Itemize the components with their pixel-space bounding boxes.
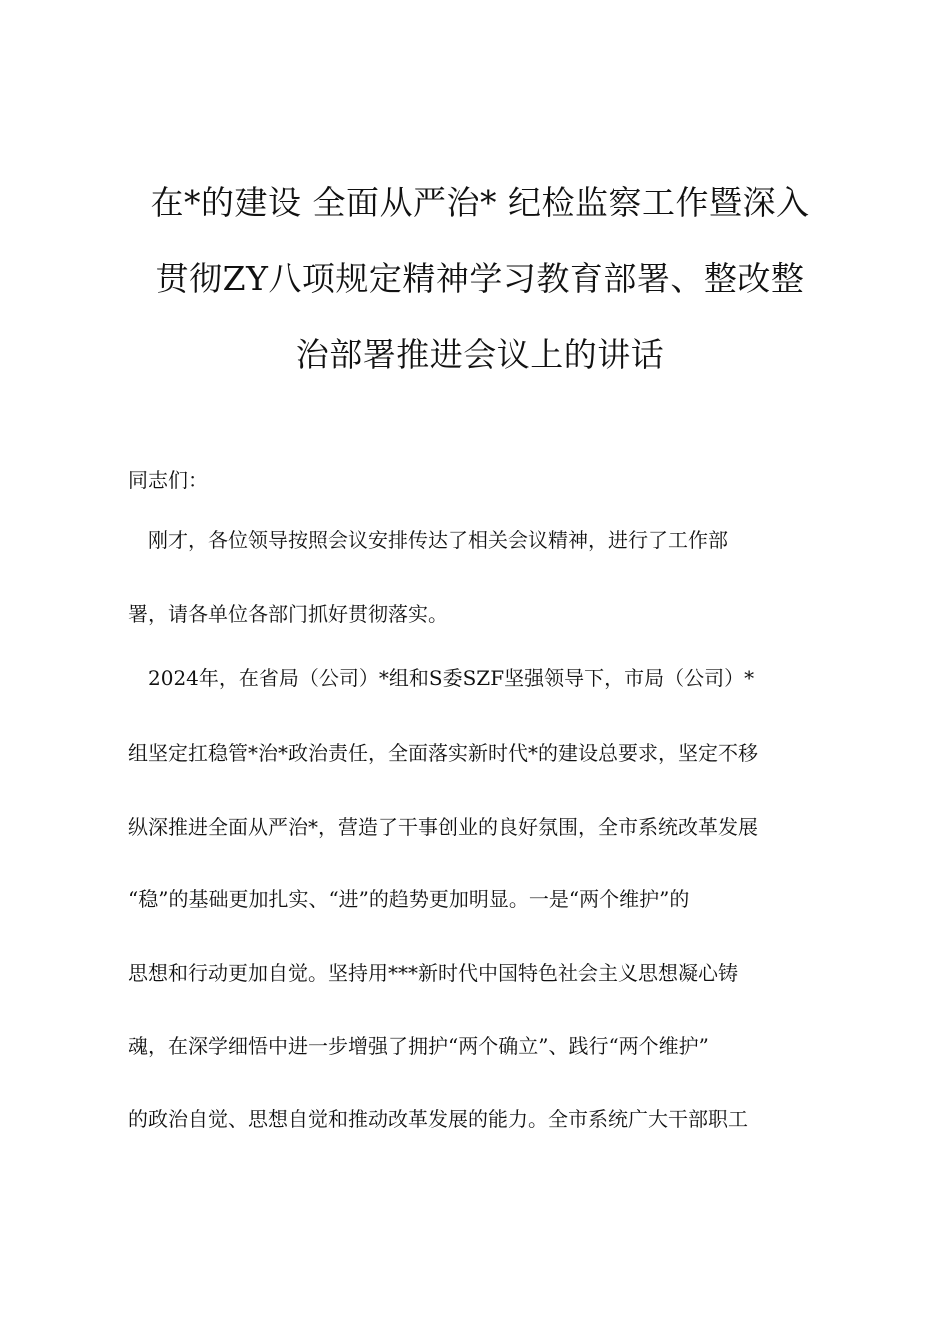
body-line-8: 魂，在深学细悟中进一步增强了拥护“两个确立”、践行“两个维护” — [128, 1034, 709, 1058]
body-line-5: 纵深推进全面从严治*，营造了干事创业的良好氛围，全市系统改革发展 — [128, 815, 758, 839]
body-line-7: 思想和行动更加自觉。坚持用***新时代中国特色社会主义思想凝心铸 — [128, 961, 738, 985]
body-line-3: 2024年，在省局（公司）*组和S委SZF坚强领导下，市局（公司）* — [128, 666, 755, 690]
body-line-9: 的政治自觉、思想自觉和推动改革发展的能力。全市系统广大干部职工 — [128, 1107, 748, 1131]
body-line-6: “稳”的基础更加扎实、“进”的趋势更加明显。一是“两个维护”的 — [128, 887, 690, 911]
body-line-1: 刚才，各位领导按照会议安排传达了相关会议精神，进行了工作部 — [128, 528, 728, 552]
body-line-2: 署，请各单位各部门抓好贯彻落实。 — [128, 602, 448, 626]
salutation: 同志们： — [128, 468, 208, 492]
body-line-4: 组坚定扛稳管*治*政治责任，全面落实新时代*的建设总要求，坚定不移 — [128, 741, 758, 765]
title-line-1: 在*的建设 全面从严治* 纪检监察工作暨深入 — [150, 183, 810, 222]
title-line-2: 贯彻ZY八项规定精神学习教育部署、整改整 — [155, 259, 805, 298]
title-line-3: 治部署推进会议上的讲话 — [295, 335, 665, 374]
document-title — [120, 165, 840, 393]
